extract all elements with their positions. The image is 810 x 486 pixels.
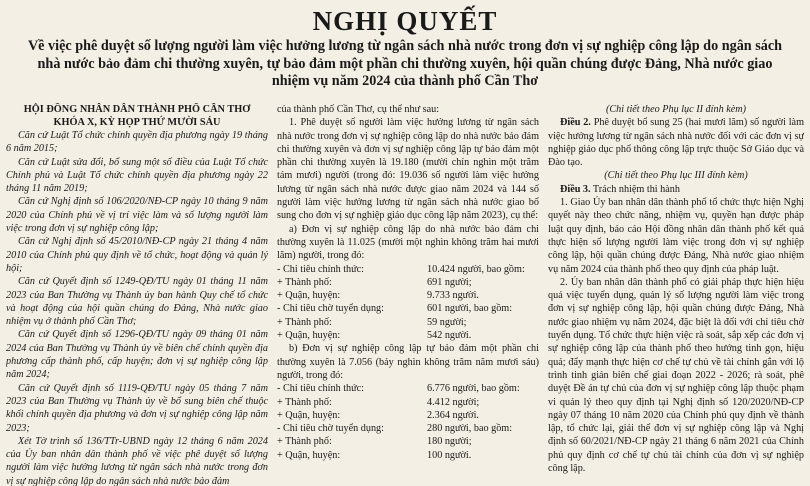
clause-1: 1. Phê duyệt số người làm việc hưởng lương từ ngân sách nhà nước trong đơn vị sự nghiệp công lập do nhà nước bảo đảm chi thường xuyên và đơn vị sự nghiệp công lập tự bảo đảm một phần chi thường xuyên là 19.180 (mười chín nghìn một trăm tám mươi) người (trong đó: 19.036 số người làm việc hưởng lương từ ngân sách nhà nước được giao năm 2024 và 144 số người làm việc hưởng lương từ ngân sách nhà nước giao bổ sung cho đơn vị sự nghiệp giáo dục công lập năm 2023), cụ thể: xyxy=(277,117,539,222)
legal-basis-7: Căn cứ Quyết định số 1119-QĐ/TU ngày 05 tháng 7 năm 2023 của Ban Thường vụ Thành ủy về bổ sung biên chế thuộc khối chính quyền địa phương và đơn vị sự nghiệp công lập năm 2023; xyxy=(6,382,268,434)
clause-1a: a) Đơn vị sự nghiệp công lập do nhà nước bảo đảm chi thường xuyên là 11.025 (mười một nghìn không trăm hai mươi lăm) người, trong đó: xyxy=(277,223,539,262)
article-3-label: Điều 3. xyxy=(560,183,591,195)
column-3 xyxy=(548,103,804,486)
article-3-clause-2: 2. Ủy ban nhân dân thành phố có giải pháp thực hiện hiệu quả việc tuyển dụng, quản lý số lượng người làm việc trong đơn vị sự nghiệp công lập, hội quần chúng được Đảng, Nhà nước giao nhiệm vụ năm 2024, đặc biệt là đối với chỉ tiêu chờ tuyển dụng. Tổ chức thực hiện việc rà soát, sắp xếp các đơn vị sự nghiệp công lập của thành phố theo hướng tinh gọn, hiệu quả; đẩy mạnh thực hiện cơ chế tự chủ về tài chính gắn với lộ trình tinh giản biên chế giai đoạn 2022 - 2026; rà soát, phê duyệt Đề án tự chủ của đơn vị sự nghiệp công lập thuộc phạm vi quản lý theo quy định tại Nghị định số 120/2020/NĐ-CP ngày 07 tháng 10 năm 2020 của Chính phủ quy định về thành lập, tổ chức lại, giải thể đơn vị sự nghiệp công lập và Nghị định số 60/2021/NĐ-CP ngày 21 tháng 6 năm 2021 của Chính phủ quy định cơ chế tự chủ tài chính của đơn vị sự nghiệp công lập. xyxy=(548,276,804,475)
legal-basis-8: Xét Tờ trình số 136/TTr-UBND ngày 12 tháng 6 năm 2024 của Ủy ban nhân dân thành phố về việc phê duyệt số lượng người làm việc hưởng lương từ ngân sách nhà nước trong đơn vị sự nghiệp công lập do ngân sách nhà nước bảo đảm xyxy=(6,435,268,486)
table-row: + Thành phố: 180 người; xyxy=(277,436,472,448)
appendix-note-2: (Chi tiết theo Phụ lục II đính kèm) xyxy=(605,104,747,115)
clause-1b: b) Đơn vị sự nghiệp công lập tự bảo đảm một phần chi thường xuyên là 7.056 (bảy nghìn không trăm năm mươi sáu) người, trong đó: xyxy=(277,343,539,381)
article-2-text: Phê duyệt bổ sung 25 (hai mươi lăm) số người làm việc hưởng lương từ ngân sách nhà nước đối với các đơn vị sự nghiệp giáo dục phổ thông công lập trực thuộc Sở Giáo dục và Đào tạo. xyxy=(548,117,804,169)
legal-basis-2: Căn cứ Luật sửa đổi, bổ sung một số điều của Luật Tổ chức Chính phủ và Luật Tổ chức chính quyền địa phương ngày 22 tháng 11 năm 2019; xyxy=(6,156,268,195)
council-name: HỘI ĐỒNG NHÂN DÂN THÀNH PHỐ CẦN THƠ xyxy=(23,104,251,115)
legal-basis-3: Căn cứ Nghị định số 106/2020/NĐ-CP ngày 10 tháng 9 năm 2020 của Chính phủ về vị trí việc làm và số lượng người làm việc trong đơn vị sự nghiệp công lập; xyxy=(6,196,268,235)
column-2 xyxy=(277,103,539,486)
document-subtitle: Về việc phê duyệt số lượng người làm việc hưởng lương từ ngân sách nhà nước trong đơn vị sự nghiệp công lập do ngân sách nhà nước bảo đảm chi thường xuyên, tự bảo đảm một phần chi thường xuyên, hội quần chúng được Đảng, Nhà nước giao nhiệm vụ năm 2024 của thành phố Cần Thơ xyxy=(27,38,783,89)
article-2-label: Điều 2. xyxy=(560,117,591,129)
table-row: - Chỉ tiêu chính thức: 6.776 người, bao gồm: xyxy=(277,383,520,395)
table-row: + Thành phố: 691 người; xyxy=(277,276,472,288)
appendix-note-3: (Chi tiết theo Phụ lục III đính kèm) xyxy=(604,170,748,182)
article-3 xyxy=(548,183,804,196)
council-session: KHÓA X, KỲ HỌP THỨ MƯỜI SÁU xyxy=(53,117,221,128)
article-3-text: Trách nhiệm thi hành xyxy=(590,183,680,195)
legal-basis-5: Căn cứ Quyết định số 1249-QĐ/TU ngày 01 tháng 11 năm 2023 của Ban Thường vụ Thành ủy ban hành Quy chế tổ chức và hoạt động của hội quần chúng do Đảng, Nhà nước giao nhiệm vụ ở thành phố Cần Thơ; xyxy=(6,276,268,328)
table-row: + Thành phố: 4.412 người; xyxy=(277,396,480,408)
article-3-clause-1: 1. Giao Ủy ban nhân dân thành phố tổ chức thực hiện Nghị quyết này theo chức năng, nhiệm vụ, quyền hạn được pháp luật quy định, báo cáo Hội đồng nhân dân thành phố kết quả thực hiện số lượng người làm việc trong đơn vị sự nghiệp công lập, hội quần chúng được Đảng, Nhà nước giao nhiệm vụ năm 2024 của thành phố theo quy định của pháp luật. xyxy=(548,197,804,275)
table-row: - Chỉ tiêu chính thức: 10.424 người, bao gồm: xyxy=(277,263,525,275)
legal-basis-1: Căn cứ Luật Tổ chức chính quyền địa phương ngày 19 tháng 6 năm 2015; xyxy=(6,130,268,155)
table-row: - Chỉ tiêu chờ tuyển dụng: 280 người, bao gồm: xyxy=(277,423,513,435)
table-row: + Quận, huyện: 100 người. xyxy=(277,449,472,461)
legal-basis-6: Căn cứ Quyết định số 1296-QĐ/TU ngày 09 tháng 01 năm 2024 của Ban Thường vụ Thành ủy về biên chế chính quyền địa phương cấp thành phố, cấp huyện; đơn vị sự nghiệp công lập năm 2024; xyxy=(6,329,268,381)
column-2-intro: của thành phố Cần Thơ, cụ thể như sau: xyxy=(277,104,440,115)
body-columns xyxy=(6,103,804,486)
article-2 xyxy=(548,116,804,169)
table-row: + Quận, huyện: 542 người. xyxy=(277,330,472,342)
table-row: + Quận, huyện: 2.364 người. xyxy=(277,409,479,421)
legal-basis-4: Căn cứ Nghị định số 45/2010/NĐ-CP ngày 21 tháng 4 năm 2010 của Chính phủ quy định về tổ chức, hoạt động và quản lý hội; xyxy=(6,236,268,274)
document-title: NGHỊ QUYẾT xyxy=(312,6,498,36)
table-row: + Quận, huyện: 9.733 người. xyxy=(277,290,479,302)
table-row: + Thành phố: 59 người; xyxy=(277,316,467,328)
table-row: - Chỉ tiêu chờ tuyển dụng: 601 người, bao gồm: xyxy=(277,303,513,315)
column-1 xyxy=(6,103,268,486)
